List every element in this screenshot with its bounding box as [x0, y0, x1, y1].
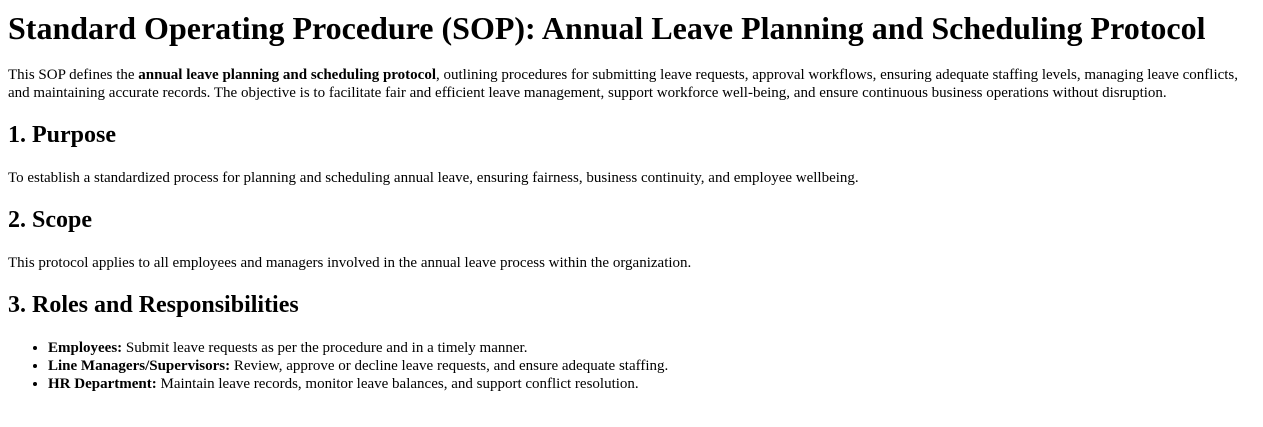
list-item	[48, 339, 1255, 357]
roles-heading: 3. Roles and Responsibilities	[8, 292, 299, 318]
intro-paragraph	[8, 66, 1255, 102]
role-description: Maintain leave records, monitor leave balances, and support conflict resolution.	[156, 376, 639, 392]
list-item	[48, 357, 1255, 375]
document-title: Standard Operating Procedure (SOP): Annual Leave Planning and Scheduling Protocol	[8, 10, 1206, 46]
document-page	[0, 10, 1263, 393]
scope-text: This protocol applies to all employees and managers involved in the annual leave process within the organization.	[8, 255, 692, 271]
role-name: HR Department:	[48, 376, 157, 392]
purpose-heading: 1. Purpose	[8, 122, 116, 148]
intro-text-bold: annual leave planning and scheduling protocol	[138, 67, 437, 83]
role-description: Review, approve or decline leave requests, and ensure adequate staffing.	[230, 358, 669, 374]
purpose-text: To establish a standardized process for planning and scheduling annual leave, ensuring fairness, business continuity, and employee wellbeing.	[8, 170, 859, 186]
intro-text-before: This SOP defines the	[8, 67, 139, 83]
intro-text-after: , outlining procedures for submitting leave requests, approval workflows, ensuring adequate staffing levels, managing leave conflicts, and maintaining accurate records. The objective is to facilitate fair and efficient leave management, support workforce well-being, and ensure continuous business operations without disruption.	[8, 67, 1239, 101]
role-name: Employees:	[48, 340, 123, 356]
scope-heading: 2. Scope	[8, 207, 92, 233]
roles-list	[8, 339, 1255, 393]
list-item	[48, 375, 1255, 393]
role-description: Submit leave requests as per the procedure and in a timely manner.	[122, 340, 528, 356]
role-name: Line Managers/Supervisors:	[48, 358, 231, 374]
